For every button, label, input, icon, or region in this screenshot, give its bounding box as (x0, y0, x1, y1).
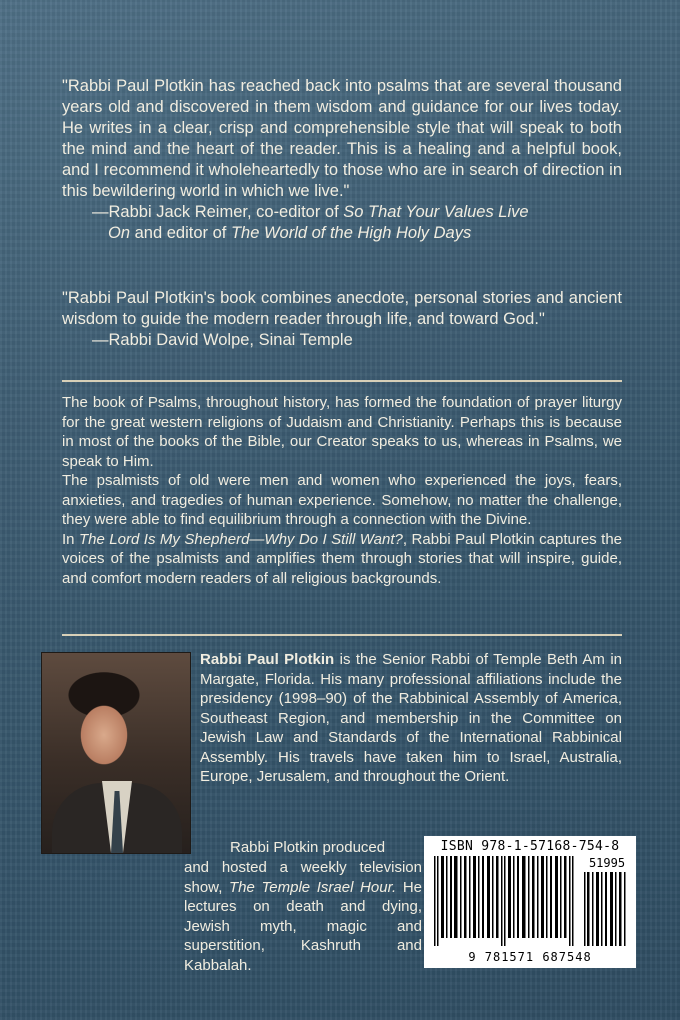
description-paragraph: The book of Psalms, throughout history, has formed the foundation of prayer liturgy for the great western religions of Judaism and Christianity. Perhaps this is because in most of the books of the Bible, our Creator speaks to us, whereas in Psalms, we speak to Him. (62, 394, 622, 470)
review-quote-wolpe (62, 288, 622, 351)
isbn-label: ISBN 978-1-57168-754-8 (440, 839, 620, 854)
author-bio-continued: Rabbi Plotkin produced (230, 839, 386, 856)
quote-attribution: —Rabbi Jack Reimer, co-editor of So That Your Values Live On and editor of The World of the High Holy Days (92, 203, 529, 242)
description-paragraph: The psalmists of old were men and women who experienced the joys, fears, anxieties, and tragedies of human experience. Somehow, no matter the challenge, they were able to find equilibrium through a connection with the Divine. (62, 472, 622, 528)
author-photo (41, 652, 191, 854)
barcode-bars (434, 856, 574, 946)
price-code: 51995 (588, 856, 626, 870)
divider-rule (62, 380, 622, 382)
barcode-number: 9 781571 687548 (468, 950, 592, 964)
review-quote-reimer (62, 76, 622, 244)
description-paragraph: In The Lord Is My Shepherd—Why Do I Still Want?, Rabbi Paul Plotkin captures the voices of the psalmists and amplifies them through stories that will inspire, guide, and comfort modern readers of all religious backgrounds. (62, 530, 622, 587)
author-bio-continued: and hosted a weekly television show, The Temple Israel Hour. He lectures on death and dying, Jewish myth, magic and superstition, Kashruth and Kabbalah. (184, 859, 423, 974)
author-name: Rabbi Paul Plotkin (200, 651, 335, 668)
author-bio: Rabbi Paul Plotkin is the Senior Rabbi of Temple Beth Am in Margate, Florida. His many professional affiliations include the presidency (1998–90) of the Rabbinical Assembly of America, Southeast Region, and membership in the Committee on Jewish Law and Standards of the International Rabbinical Assembly. His travels have taken him to Israel, Australia, Europe, Jerusalem, and throughout the Orient. (200, 651, 622, 785)
isbn-barcode (424, 836, 636, 968)
quote-attribution: —Rabbi David Wolpe, Sinai Temple (92, 331, 353, 349)
quote-text: "Rabbi Paul Plotkin has reached back into psalms that are several thousand years old and discovered in them wisdom and guidance for our lives today. He writes in a clear, crisp and comprehensible style that will speak to both the mind and the heart of the reader. This is a healing and a helpful book, and I recommend it wholeheartedly to those who are in search of direction in this bewildering world in which we live." (62, 77, 622, 200)
price-barcode-bars (584, 872, 628, 946)
book-description (62, 393, 622, 588)
divider-rule (62, 634, 622, 636)
quote-text: "Rabbi Paul Plotkin's book combines anecdote, personal stories and ancient wisdom to guide the modern reader through life, and toward God." (62, 289, 622, 328)
